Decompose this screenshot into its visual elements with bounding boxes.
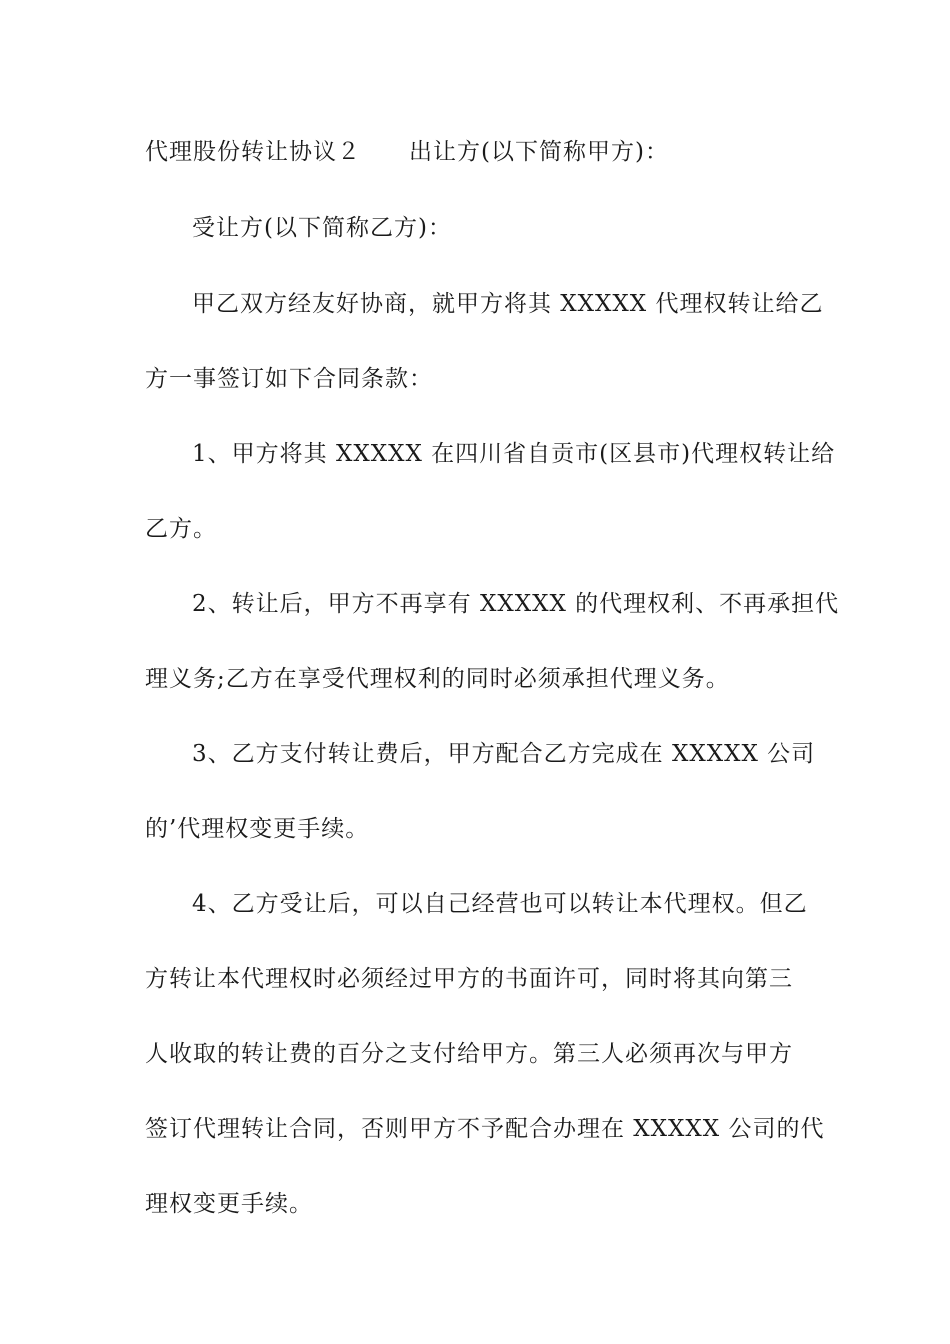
clause-4-line-4: 签订代理转让合同，否则甲方不予配合办理在 XXXXX 公司的代 [145, 1116, 825, 1142]
document-title: 代理股份转让协议２ [145, 139, 361, 165]
document-header-line [145, 137, 810, 167]
clause-4-line-2: 方转让本代理权时必须经过甲方的书面许可，同时将其向第三 [145, 966, 793, 992]
clause-3-line-1: 3、乙方支付转让费后，甲方配合乙方完成在 XXXXX 公司 [192, 741, 816, 767]
transferee-label: 受让方(以下简称乙方)： [192, 215, 452, 241]
transferor-label: 出让方(以下简称甲方)： [409, 139, 669, 165]
clause-3-line-2: 的’代理权变更手续。 [145, 816, 370, 842]
clause-4-line-5: 理权变更手续。 [145, 1191, 313, 1217]
clause-1-line-1: 1、甲方将其 XXXXX 在四川省自贡市(区县市)代理权转让给 [192, 441, 836, 467]
clause-4-line-1: 4、乙方受让后，可以自己经营也可以转让本代理权。但乙 [192, 891, 808, 917]
intro-paragraph-line-1: 甲乙双方经友好协商，就甲方将其 XXXXX 代理权转让给乙 [192, 291, 824, 317]
clause-2-line-1: 2、转让后，甲方不再享有 XXXXX 的代理权利、不再承担代 [192, 591, 840, 617]
clause-4-line-3: 人收取的转让费的百分之支付给甲方。第三人必须再次与甲方 [145, 1041, 793, 1067]
intro-paragraph-line-2: 方一事签订如下合同条款： [145, 366, 433, 392]
clause-2-line-2: 理义务;乙方在享受代理权利的同时必须承担代理义务。 [145, 666, 730, 692]
clause-1-line-2: 乙方。 [145, 516, 217, 542]
